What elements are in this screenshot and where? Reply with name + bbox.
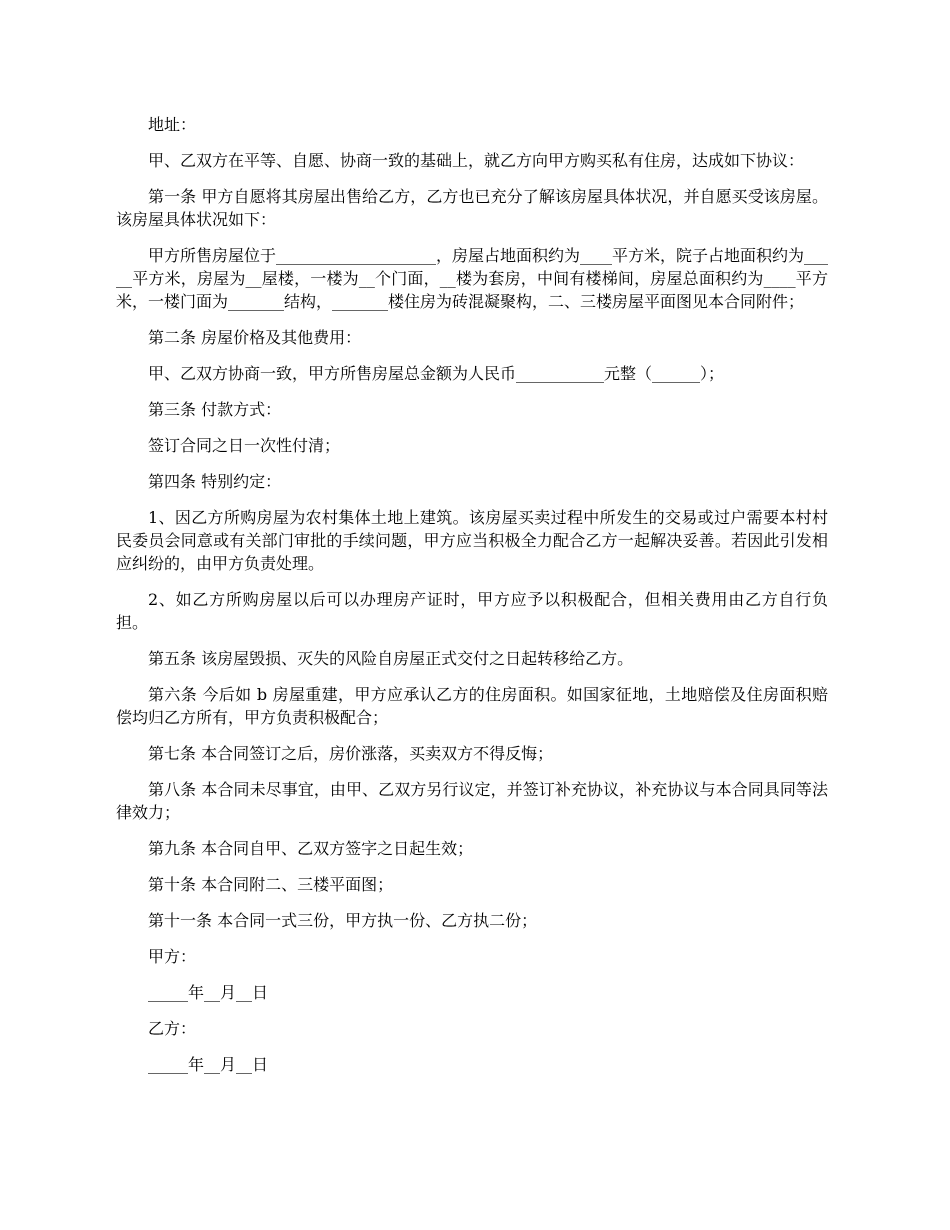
address-line: 地址： [148,115,197,134]
special-term-1-paragraph: 1、因乙方所购房屋为农村集体土地上建筑。该房屋买卖过程中所发生的交易或过户需要本村村民委员会同意或有关部门审批的手续问题，甲方应当积极全力配合乙方一起解决妥善。若因此引发相应纠纷的，由甲方负责处理。 [116,508,828,573]
preamble-paragraph: 甲、乙双方在平等、自愿、协商一致的基础上，就乙方向甲方购买私有住房，达成如下协议： [148,151,805,170]
party-b-date: _____年__月__日 [148,1055,269,1074]
price-paragraph: 甲、乙双方协商一致，甲方所售房屋总金额为人民币___________元整（______）； [148,364,725,383]
property-details-paragraph: 甲方所售房屋位于____________________，房屋占地面积约为____平方米，院子占地面积约为_____平方米，房屋为__屋楼，一楼为__个门面，__楼为套房，中间有楼梯间，房屋总面积约为____平方米，一楼门面为_______结构，_______楼住房为砖混凝聚构，二、三楼房屋平面图见本合同附件； [116,246,829,311]
party-a-date: _____年__月__日 [148,983,269,1002]
payment-paragraph: 签订合同之日一次性付清； [148,436,341,455]
article-1-paragraph: 第一条 甲方自愿将其房屋出售给乙方，乙方也已充分了解该房屋具体状况，并自愿买受该房屋。该房屋具体状况如下： [116,187,828,229]
special-term-2-paragraph: 2、如乙方所购房屋以后可以办理房产证时，甲方应予以积极配合，但相关费用由乙方自行负担。 [116,590,828,632]
article-7-paragraph: 第七条 本合同签订之后，房价涨落，买卖双方不得反悔； [148,744,554,763]
article-4-heading: 第四条 特别约定： [148,472,282,491]
article-6-paragraph: 第六条 今后如 b 房屋重建，甲方应承认乙方的住房面积。如国家征地，土地赔偿及住房面积赔偿均归乙方所有，甲方负责积极配合； [116,685,828,727]
article-2-heading: 第二条 房屋价格及其他费用： [148,328,362,347]
document-body [116,113,828,1089]
article-10-paragraph: 第十条 本合同附二、三楼平面图； [148,875,394,894]
article-9-paragraph: 第九条 本合同自甲、乙双方签字之日起生效； [148,839,474,858]
party-a-label: 甲方： [148,947,197,966]
article-8-paragraph: 第八条 本合同未尽事宜，由甲、乙双方另行议定，并签订补充协议，补充协议与本合同具同等法律效力； [116,780,828,822]
article-11-paragraph: 第十一条 本合同一式三份，甲方执一份、乙方执二份； [148,911,538,930]
party-b-label: 乙方： [148,1019,197,1038]
article-3-heading: 第三条 付款方式： [148,400,282,419]
article-5-paragraph: 第五条 该房屋毁损、灭失的风险自房屋正式交付之日起转移给乙方。 [148,649,634,668]
